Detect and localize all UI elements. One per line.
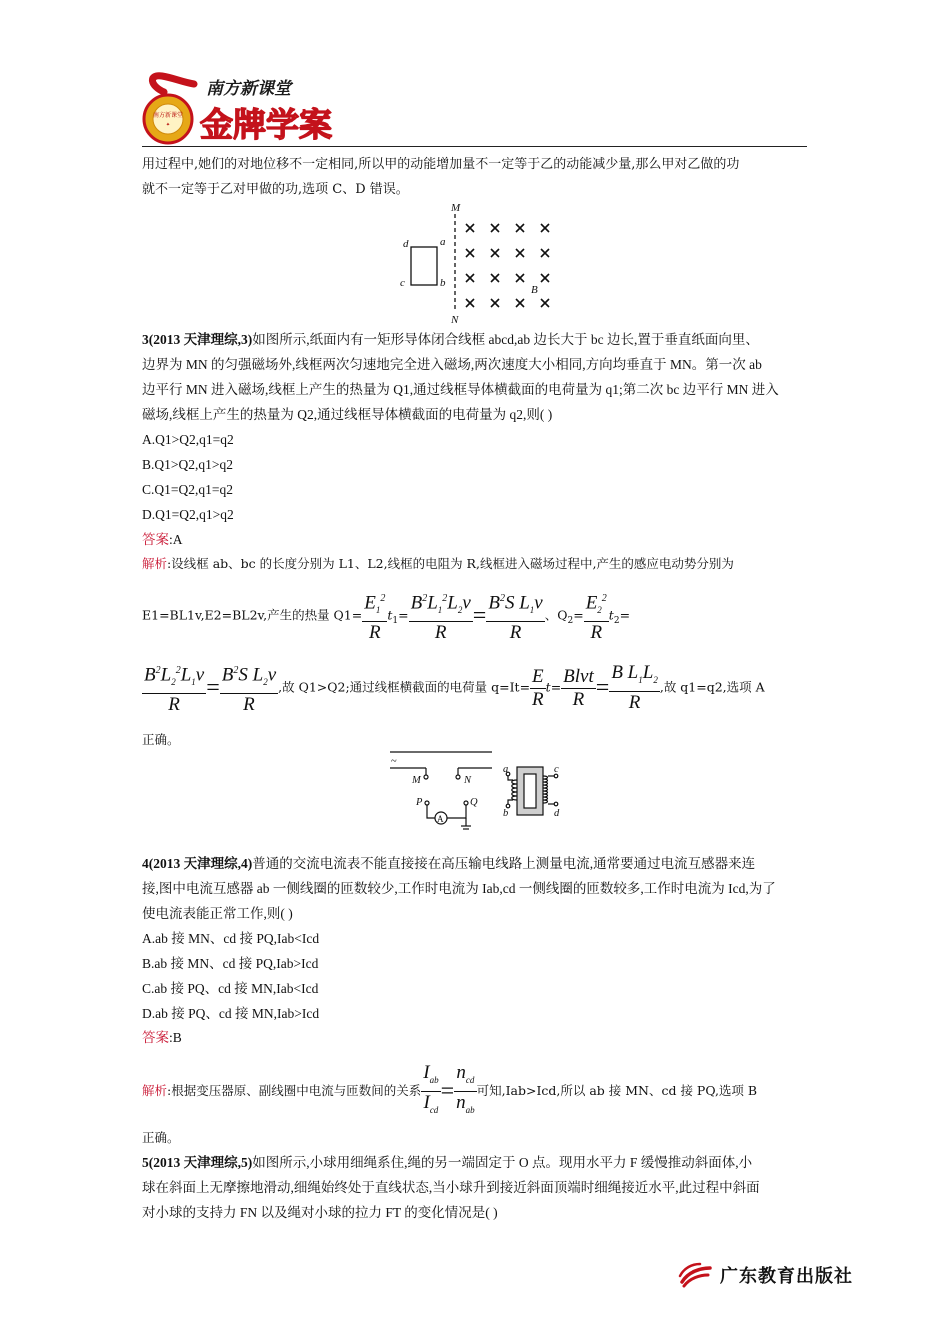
q3-option-b: B.Q1>Q2,q1>q2 [142,457,233,472]
magnetic-field-figure [395,200,565,325]
svg-text:✦: ✦ [165,122,171,128]
fig1-label-d: d [403,238,409,250]
ammeter-icon: A [437,814,444,824]
fig2-label-N: N [464,775,472,786]
rectangular-loop [411,247,437,285]
fig1-label-a: a [440,236,446,248]
fig1-label-c: c [400,277,405,289]
q3-option-c: C.Q1=Q2,q1=q2 [142,482,233,497]
q3-explanation-3: $\frac{B^2L_2^2L_1v}{R}$ = $\frac{B^2S L_2v}{R}$ ,故 Q1>Q2;通过线框横截面的电荷量 q=It= $\frac{E}{R}$ t= $\frac{\text{Blvt}}{R}$ = $\frac{B L_1L_2}{R}$ ,故 q1=q2,选项 A [142,660,765,710]
logo-badge-text: 南方新课堂 [152,112,184,119]
logo-line2: 金牌学案 [200,105,332,144]
fig2-label-M: M [412,775,421,786]
current-transformer-figure [382,748,574,832]
publisher-footer [678,1262,853,1288]
q3-answer: 答案:A [142,532,183,547]
q3-line-4: 磁场,线框上产生的热量为 Q2,通过线框导体横截面的电荷量为 q2,则( ) [142,407,553,422]
q4-line-1: 4(2013 天津理综,4)普通的交流电流表不能直接接在高压输电线路上测量电流,通常要通过电流互感器来连 [142,856,756,871]
q4-answer: 答案:B [142,1030,182,1045]
fig2-label-Q: Q [470,797,478,808]
publisher-name: 广东教育出版社 [720,1266,853,1287]
fig2-label-a: a [503,764,509,775]
q3-explanation-4: 正确。 [142,732,180,747]
q4-option-d: D.ab 接 PQ、cd 接 MN,Iab>Icd [142,1006,320,1021]
fig1-label-B: B [531,284,538,296]
fig2-label-d: d [554,808,560,819]
q5-line-2: 球在斜面上无摩擦地滑动,细绳始终处于直线状态,当小球升到接近斜面顶端时细绳接近水平,此过程中斜面 [142,1180,760,1195]
header-logo [142,72,352,148]
q3-line-2: 边界为 MN 的匀强磁场外,线框两次匀速地完全进入磁场,两次速度大小相同,方向均垂直于 MN。第一次 ab [142,357,762,372]
intro-line-1: 用过程中,她们的对地位移不一定相同,所以甲的动能增加量不一定等于乙的动能减少量,那么甲对乙做的功 [142,157,740,172]
fig2-label-b: b [503,808,509,819]
q4-explanation-2: 正确。 [142,1130,180,1145]
q3-explanation-1: 解析:设线框 ab、bc 的长度分别为 L1、L2,线框的电阻为 R,线框进入磁场过程中,产生的感应电动势分别为 [142,556,734,571]
intro-line-2: 就不一定等于乙对甲做的功,选项 C、D 错误。 [142,182,409,197]
fig2-label-P: P [416,797,423,808]
q5-line-3: 对小球的支持力 FN 以及绳对小球的拉力 FT 的变化情况是( ) [142,1205,498,1220]
fig1-label-b: b [440,277,446,289]
fig2-tilde: ~ [391,756,397,767]
fig2-label-c: c [554,764,559,775]
q4-option-b: B.ab 接 MN、cd 接 PQ,Iab>Icd [142,956,319,971]
q4-option-c: C.ab 接 PQ、cd 接 MN,Iab<Icd [142,981,319,996]
q3-line-1: 3(2013 天津理综,3)如图所示,纸面内有一矩形导体闭合线框 abcd,ab 边长大于 bc 边长,置于垂直纸面向里、 [142,332,759,347]
logo-line1: 南方新课堂 [206,79,291,99]
q4-line-3: 使电流表能正常工作,则( ) [142,906,293,921]
q3-option-d: D.Q1=Q2,q1>q2 [142,507,234,522]
q4-option-a: A.ab 接 MN、cd 接 PQ,Iab<Icd [142,931,320,946]
q4-explanation-1: 解析:根据变压器原、副线圈中电流与匝数间的关系 $\frac{I_{ab}}{I_{cd}}$ = $\frac{n_{cd}}{n_{ab}}$ 可知,Iab>Icd,所以 ab 接 MN、cd 接 PQ,选项 B [142,1062,758,1115]
q4-line-2: 接,图中电流互感器 ab 一侧线圈的匝数较少,工作时电流为 Iab,cd 一侧线圈的匝数较多,工作时电流为 Icd,为了 [142,881,776,896]
fig1-label-N: N [451,314,459,325]
publisher-logo-icon [678,1262,712,1288]
q3-explanation-2: E1=BL1v,E2=BL2v,产生的热量 Q1= $\frac{E_1^2}{R}$ $t_1=$ $\frac{B^2L_1^2L_2v}{R}$ = $\frac{B^2S L_1v}{R}$ 、$Q_2=$ $\frac{E_2^2}{R}$ $t_2=$ [142,588,630,638]
q5-line-1: 5(2013 天津理综,5)如图所示,小球用细绳系住,绳的另一端固定于 O 点。现用水平力 F 缓慢推动斜面体,小 [142,1155,753,1170]
q3-option-a: A.Q1>Q2,q1=q2 [142,432,234,447]
q3-line-3: 边平行 MN 进入磁场,线框上产生的热量为 Q1,通过线框导体横截面的电荷量为 q1;第二次 bc 边平行 MN 进入 [142,382,779,397]
fig1-label-M: M [451,202,461,214]
header-rule [142,146,807,147]
